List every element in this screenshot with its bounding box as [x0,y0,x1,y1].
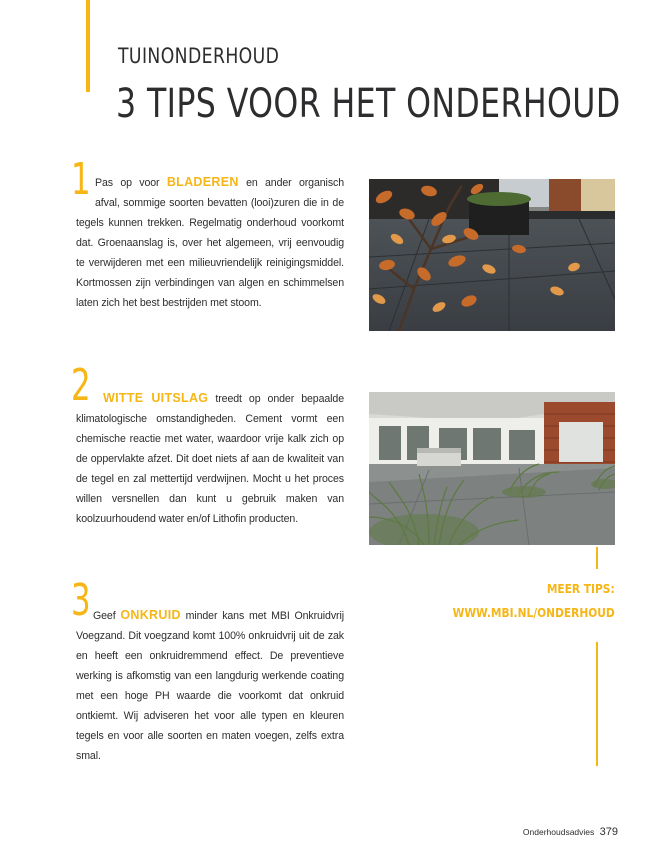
page-title: 3 TIPS VOOR HET ONDERHOUD [116,81,621,127]
photo-autumn-leaves-patio [369,179,615,331]
tip-1 [71,154,344,313]
more-tips-heading: MEER TIPS: [547,581,615,596]
tip-number: 1 [71,154,91,205]
accent-bar-mid [596,547,598,569]
tip-text: WITTE UITSLAG treedt op onder bepaalde klimatologische omstandigheden. Cement vormt een chemische reactie met water, waardoor vrije kalk zich op de oppervlakte afzet. Dit doet niets af aan de kwaliteit van de tegel en zal mettertijd verdwijnen. Mocht u het proces willen versnellen dan kunt u gebruik maken van koolzuurhoudend water en/of Lithofin producten. [76,391,344,525]
accent-bar-bottom [596,642,598,766]
photo-terrace-with-grasses [369,392,615,545]
more-tips-callout [453,577,615,625]
accent-bar-top [86,0,90,92]
page-number: 379 [599,826,618,838]
tip-3 [71,575,344,766]
tip-text: Pas op voor BLADEREN en ander organisch afval, sommige soorten bevatten (looi)zuren die in de tegels kunnen trekken. Regelmatig onderhoud voorkomt dat. Groenaanslag is, over het algemeen, vrij eenvoudig te verwijderen met een milieuvriendelijk reinigingsmiddel. Kortmossen zijn verbindingen van algen en schimmelsen laten zich het best bestrijden met stoom. [76,175,344,309]
page-footer [523,826,618,838]
tip-text: Geef ONKRUID minder kans met MBI Onkruidvrij Voegzand. Dit voegzand komt 100% onkruidvrij uit de zak en heeft een onkruidremmend effect. De preventieve werking is afkomstig van een langdurig werkende coating met een hoge PH waarde die voorkomt dat onkruid ontkiemt. Wij adviseren het voor alle typen en kleuren tegels en voor alle soorten en maten voegen, zelfs extra smal. [76,608,344,762]
tip-keyword: ONKRUID [120,608,181,622]
tip-2 [71,360,344,529]
section-kicker: TUINONDERHOUD [118,44,280,68]
tip-keyword: BLADEREN [166,175,239,189]
tip-number: 3 [71,575,91,626]
more-tips-url: WWW.MBI.NL/ONDERHOUD [452,605,615,620]
tip-number: 2 [71,360,91,411]
tip-keyword: WITTE UITSLAG [103,391,209,405]
footer-section: Onderhoudsadvies [522,827,595,837]
